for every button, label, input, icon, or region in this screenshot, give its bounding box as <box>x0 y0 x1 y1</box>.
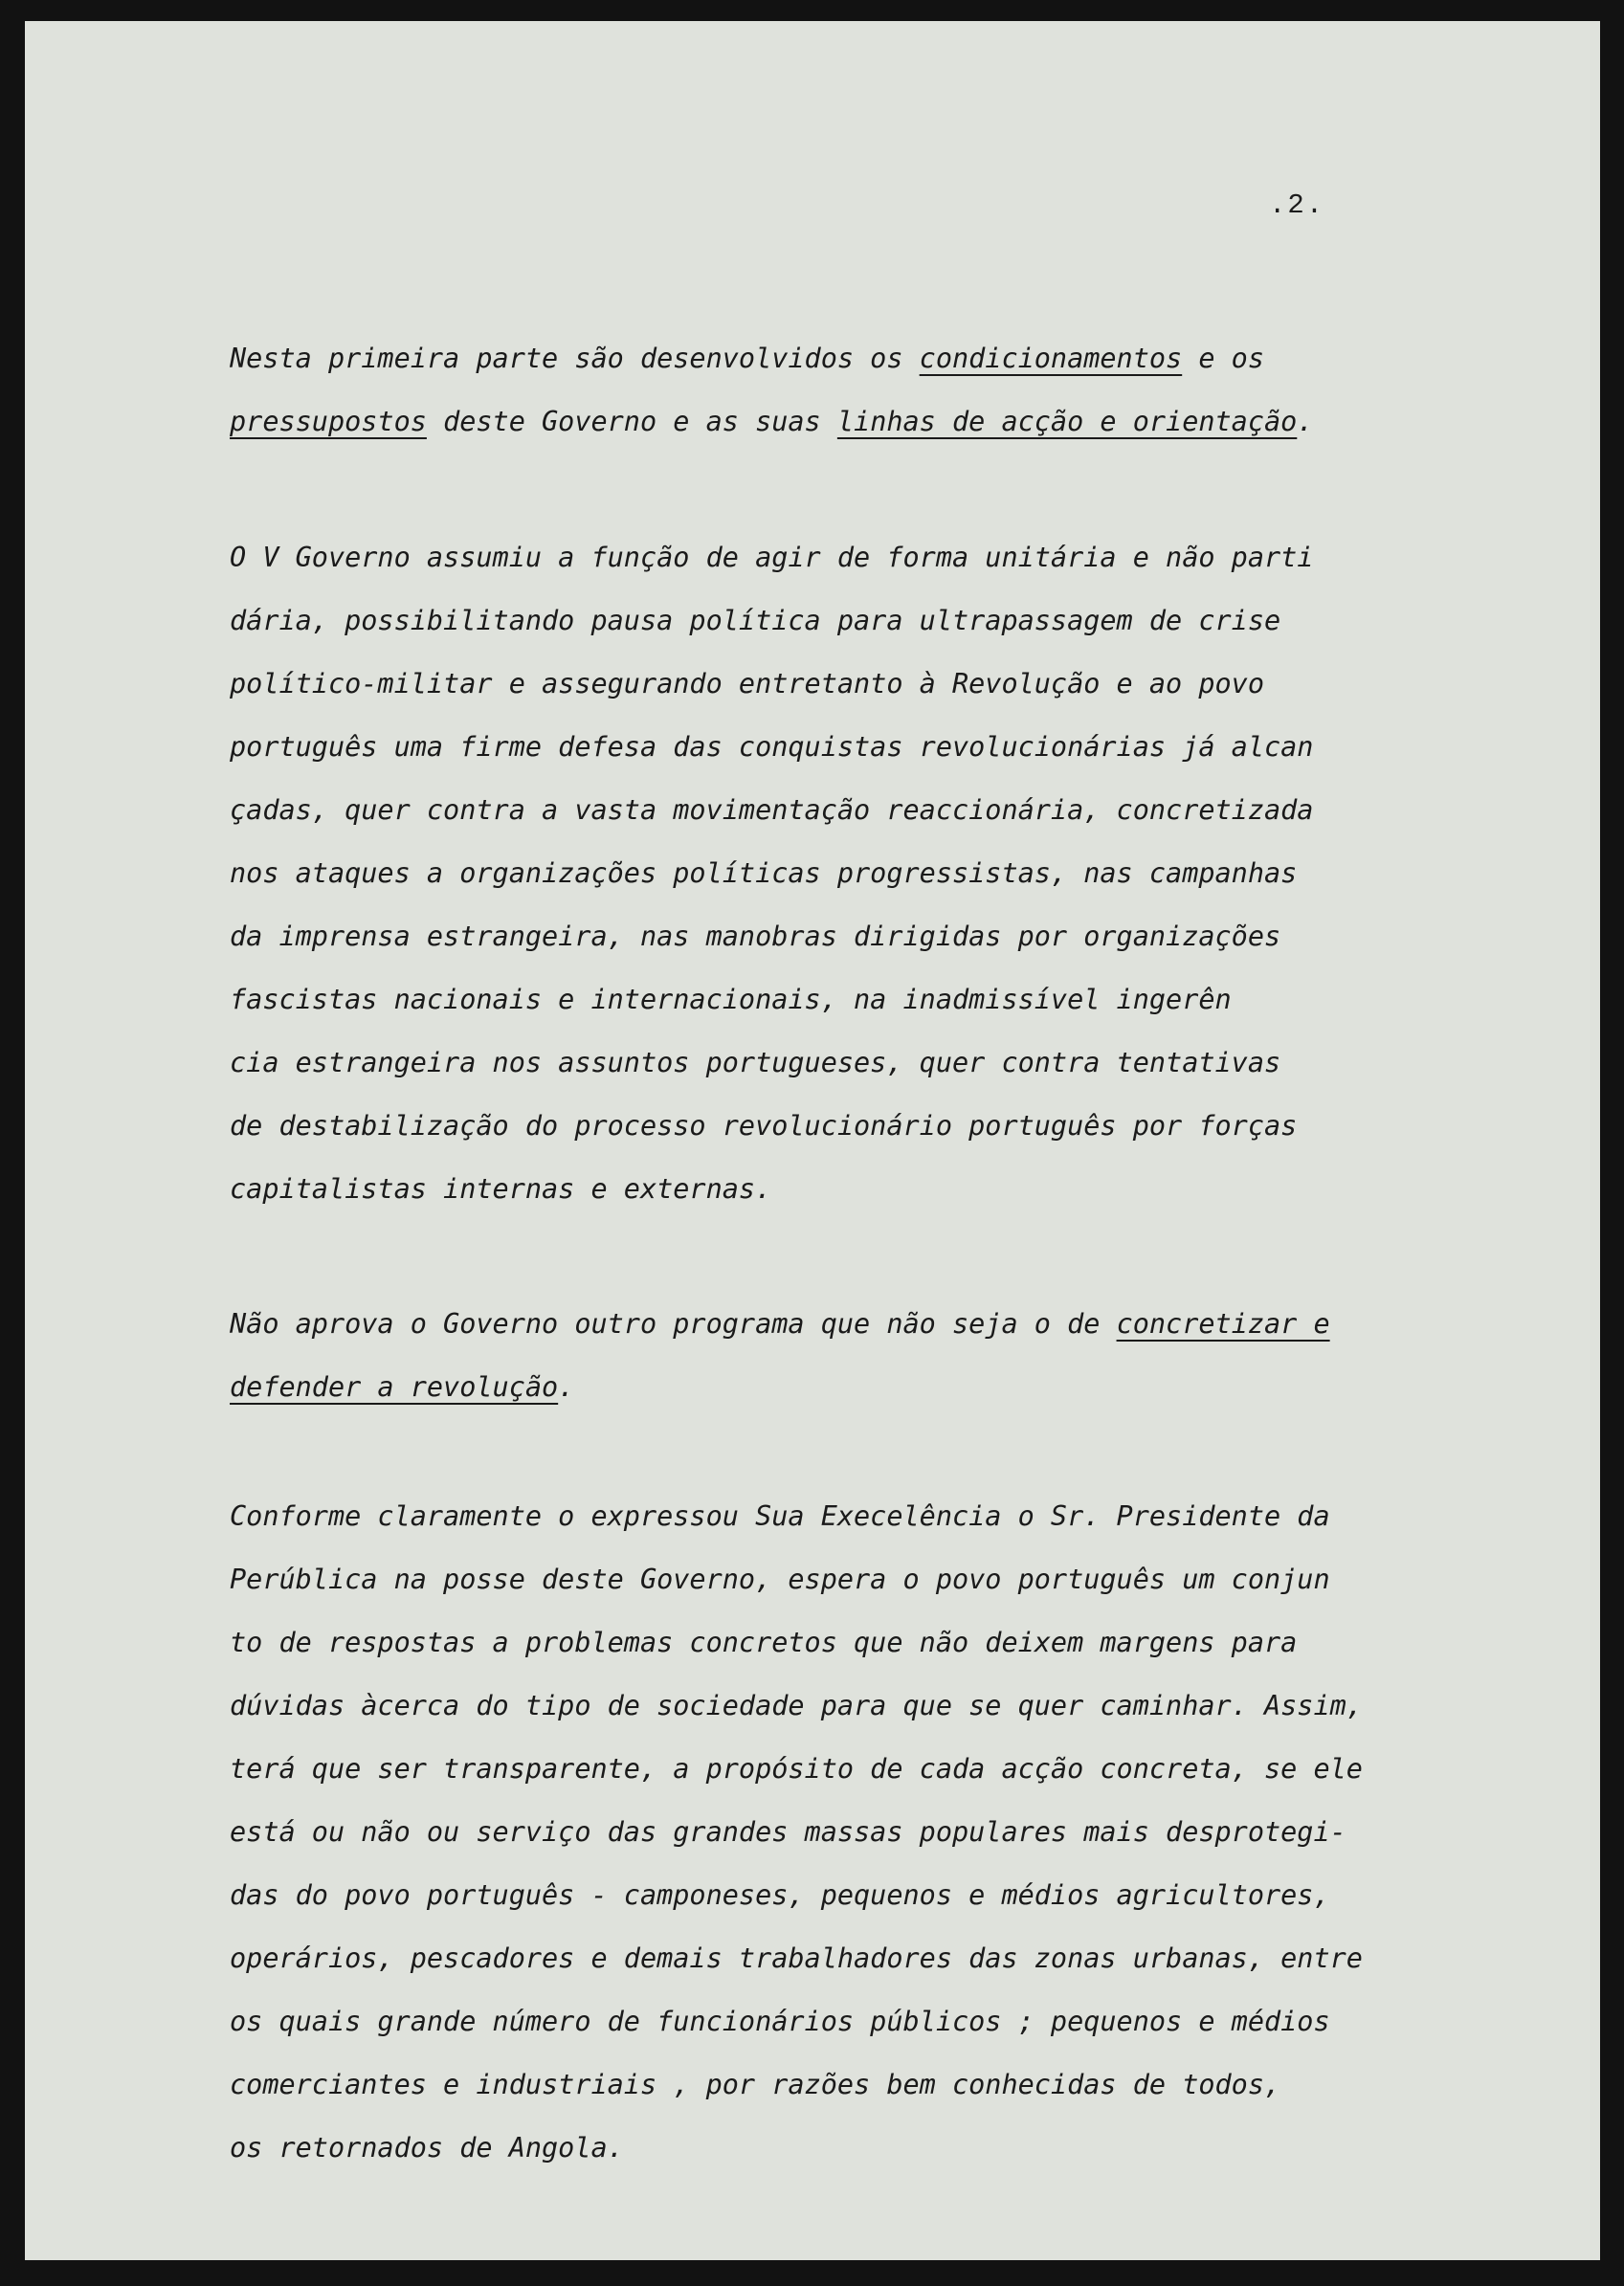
underlined-text: concretizar e <box>1116 1308 1330 1340</box>
text-line <box>230 1927 1550 1990</box>
page-number: .2. <box>1269 189 1325 221</box>
text-line <box>230 1158 1550 1221</box>
text-segment: da imprensa estrangeira, nas manobras dirigidas por organizações <box>230 921 1281 952</box>
text-segment: nos ataques a organizações políticas progressistas, nas campanhas <box>230 857 1298 889</box>
text-segment: comerciantes e industriais , por razões bem conhecidas de todos, <box>230 2069 1281 2100</box>
text-segment: fascistas nacionais e internacionais, na inadmissível ingerên <box>230 984 1232 1015</box>
text-segment: os retornados de Angola. <box>230 2132 624 2164</box>
text-segment: O V Governo assumiu a função de agir de forma unitária e não parti <box>230 542 1314 573</box>
paragraph-president-statement <box>230 1485 1550 2180</box>
underlined-text: linhas de acção e orientação <box>836 406 1298 437</box>
text-segment: dária, possibilitando pausa política para ultrapassagem de crise <box>230 605 1281 636</box>
text-segment: das do povo português - camponeses, pequenos e médios agricultores, <box>230 1879 1330 1911</box>
text-segment: Nesta primeira parte são desenvolvidos os <box>230 343 920 374</box>
text-segment: Não aprova o Governo outro programa que não seja o de <box>230 1308 1117 1340</box>
text-line <box>230 653 1550 716</box>
text-line <box>230 1611 1550 1675</box>
text-segment: çadas, quer contra a vasta movimentação reaccionária, concretizada <box>230 794 1314 826</box>
text-line <box>230 1801 1550 1864</box>
text-line <box>230 2053 1550 2117</box>
text-segment: to de respostas a problemas concretos que não deixem margens para <box>230 1627 1298 1658</box>
text-segment: está ou não ou serviço das grandes massas populares mais desprotegi- <box>230 1816 1346 1848</box>
text-segment: de destabilização do processo revolucionário português por forças <box>230 1110 1298 1142</box>
text-line <box>230 589 1550 653</box>
text-segment: Conforme claramente o expressou Sua Execelência o Sr. Presidente da <box>230 1500 1330 1532</box>
text-line <box>230 526 1550 589</box>
text-segment: português uma firme defesa das conquistas revolucionárias já alcan <box>230 731 1314 763</box>
text-segment: . <box>1297 406 1314 437</box>
paragraph-government-role <box>230 526 1550 1221</box>
text-line <box>230 390 1550 454</box>
text-segment: deste Governo e as suas <box>426 406 837 437</box>
underlined-text: pressupostos <box>230 406 427 437</box>
text-line <box>230 1485 1550 1548</box>
text-segment: cia estrangeira nos assuntos portugueses, quer contra tentativas <box>230 1047 1281 1078</box>
text-line <box>230 779 1550 842</box>
text-line <box>230 716 1550 779</box>
text-segment: . <box>558 1371 575 1403</box>
text-segment: terá que ser transparente, a propósito de cada acção concreta, se ele <box>230 1753 1363 1785</box>
text-line <box>230 1095 1550 1158</box>
document-page <box>25 21 1600 2260</box>
text-line <box>230 1675 1550 1738</box>
underlined-text: condicionamentos <box>919 343 1183 374</box>
text-line <box>230 1548 1550 1611</box>
text-segment: Perública na posse deste Governo, espera o povo português um conjun <box>230 1564 1330 1595</box>
paragraph-intro <box>230 327 1550 454</box>
text-line <box>230 1356 1550 1419</box>
text-line <box>230 968 1550 1032</box>
text-segment: operários, pescadores e demais trabalhadores das zonas urbanas, entre <box>230 1942 1363 1974</box>
text-line <box>230 1738 1550 1801</box>
underlined-text: defender a revolução <box>230 1371 559 1403</box>
text-line <box>230 327 1550 390</box>
text-line <box>230 905 1550 968</box>
text-line <box>230 1032 1550 1095</box>
text-segment: os quais grande número de funcionários públicos ; pequenos e médios <box>230 2006 1330 2037</box>
text-segment: político-militar e assegurando entretanto à Revolução e ao povo <box>230 668 1264 699</box>
text-line <box>230 2117 1550 2180</box>
text-segment: capitalistas internas e externas. <box>230 1173 772 1205</box>
text-segment: e os <box>1182 343 1264 374</box>
text-line <box>230 1293 1550 1356</box>
paragraph-program <box>230 1293 1550 1419</box>
text-segment: dúvidas àcerca do tipo de sociedade para que se quer caminhar. Assim, <box>230 1690 1363 1721</box>
text-line <box>230 842 1550 905</box>
text-line <box>230 1864 1550 1927</box>
text-line <box>230 1990 1550 2053</box>
